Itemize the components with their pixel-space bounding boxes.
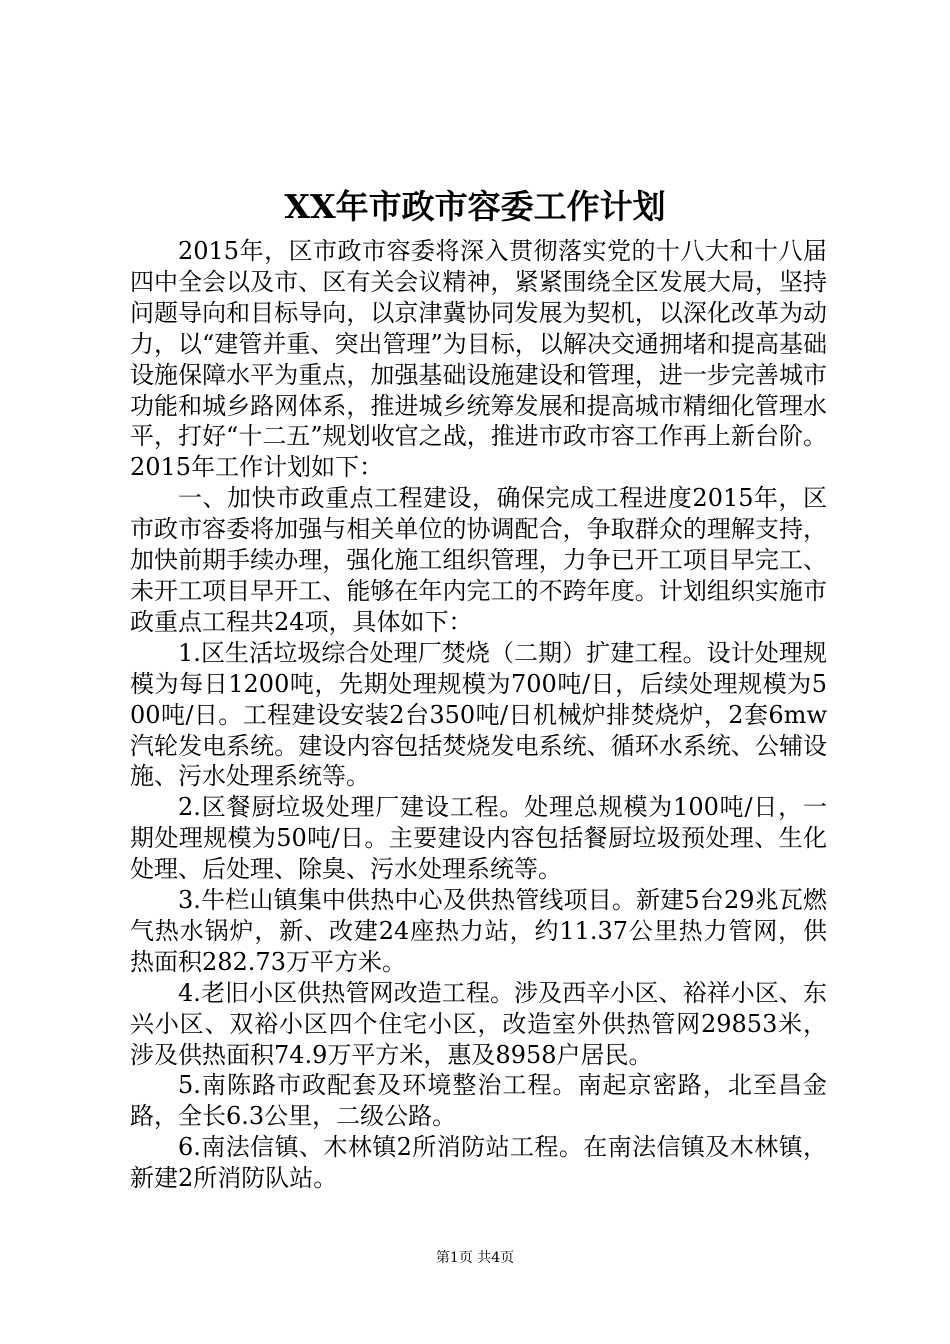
page-number-footer: 第1页 共4页: [435, 1250, 515, 1266]
paragraph-item-4: 4.老旧小区供热管网改造工程。涉及西辛小区、裕祥小区、东兴小区、双裕小区四个住宅小区，改造室外供热管网29853米，涉及供热面积74.9万平方米，惠及8958户居民。: [130, 978, 827, 1069]
document-title: XX年市政市容委工作计划: [284, 187, 666, 226]
paragraph-intro: 2015年，区市政市容委将深入贯彻落实党的十八大和十八届四中全会以及市、区有关会议精神，紧紧围绕全区发展大局，坚持问题导向和目标导向，以京津冀协同发展为契机，以深化改革为动力，以“建管并重、突出管理”为目标，以解决交通拥堵和提高基础设施保障水平为重点，加强基础设施建设和管理，进一步完善城市功能和城乡路网体系，推进城乡统筹发展和提高城市精细化管理水平，打好“十二五”规划收官之战，推进市政市容工作再上新台阶。2015年工作计划如下：: [130, 237, 827, 482]
paragraph-item-1: 1.区生活垃圾综合处理厂焚烧（二期）扩建工程。设计处理规模为每日1200吨，先期处理规模为700吨/日，后续处理规模为500吨/日。工程建设安装2台350吨/日机械炉排焚烧炉，2套6mw汽轮发电系统。建设内容包括焚烧发电系统、循环水系统、公辅设施、污水处理系统等。: [130, 638, 827, 791]
paragraph-item-6: 6.南法信镇、木林镇2所消防站工程。在南法信镇及木林镇，新建2所消防队站。: [130, 1133, 827, 1193]
paragraph-item-5: 5.南陈路市政配套及环境整治工程。南起京密路，北至昌金路，全长6.3公里，二级公路。: [130, 1071, 827, 1131]
paragraph-item-2: 2.区餐厨垃圾处理厂建设工程。处理总规模为100吨/日，一期处理规模为50吨/日。主要建设内容包括餐厨垃圾预处理、生化处理、后处理、除臭、污水处理系统等。: [130, 793, 827, 884]
document-body: [130, 236, 827, 1194]
paragraph-item-3: 3.牛栏山镇集中供热中心及供热管线项目。新建5台29兆瓦燃气热水锅炉，新、改建24座热力站，约11.37公里热力管网，供热面积282.73万平方米。: [130, 886, 827, 976]
paragraph-section-one: 一、加快市政重点工程建设，确保完成工程进度2015年，区市政市容委将加强与相关单位的协调配合，争取群众的理解支持，加快前期手续办理，强化施工组织管理，力争已开工项目早完工、未开工项目早开工、能够在年内完工的不跨年度。计划组织实施市政重点工程共24项，具体如下：: [130, 484, 827, 636]
